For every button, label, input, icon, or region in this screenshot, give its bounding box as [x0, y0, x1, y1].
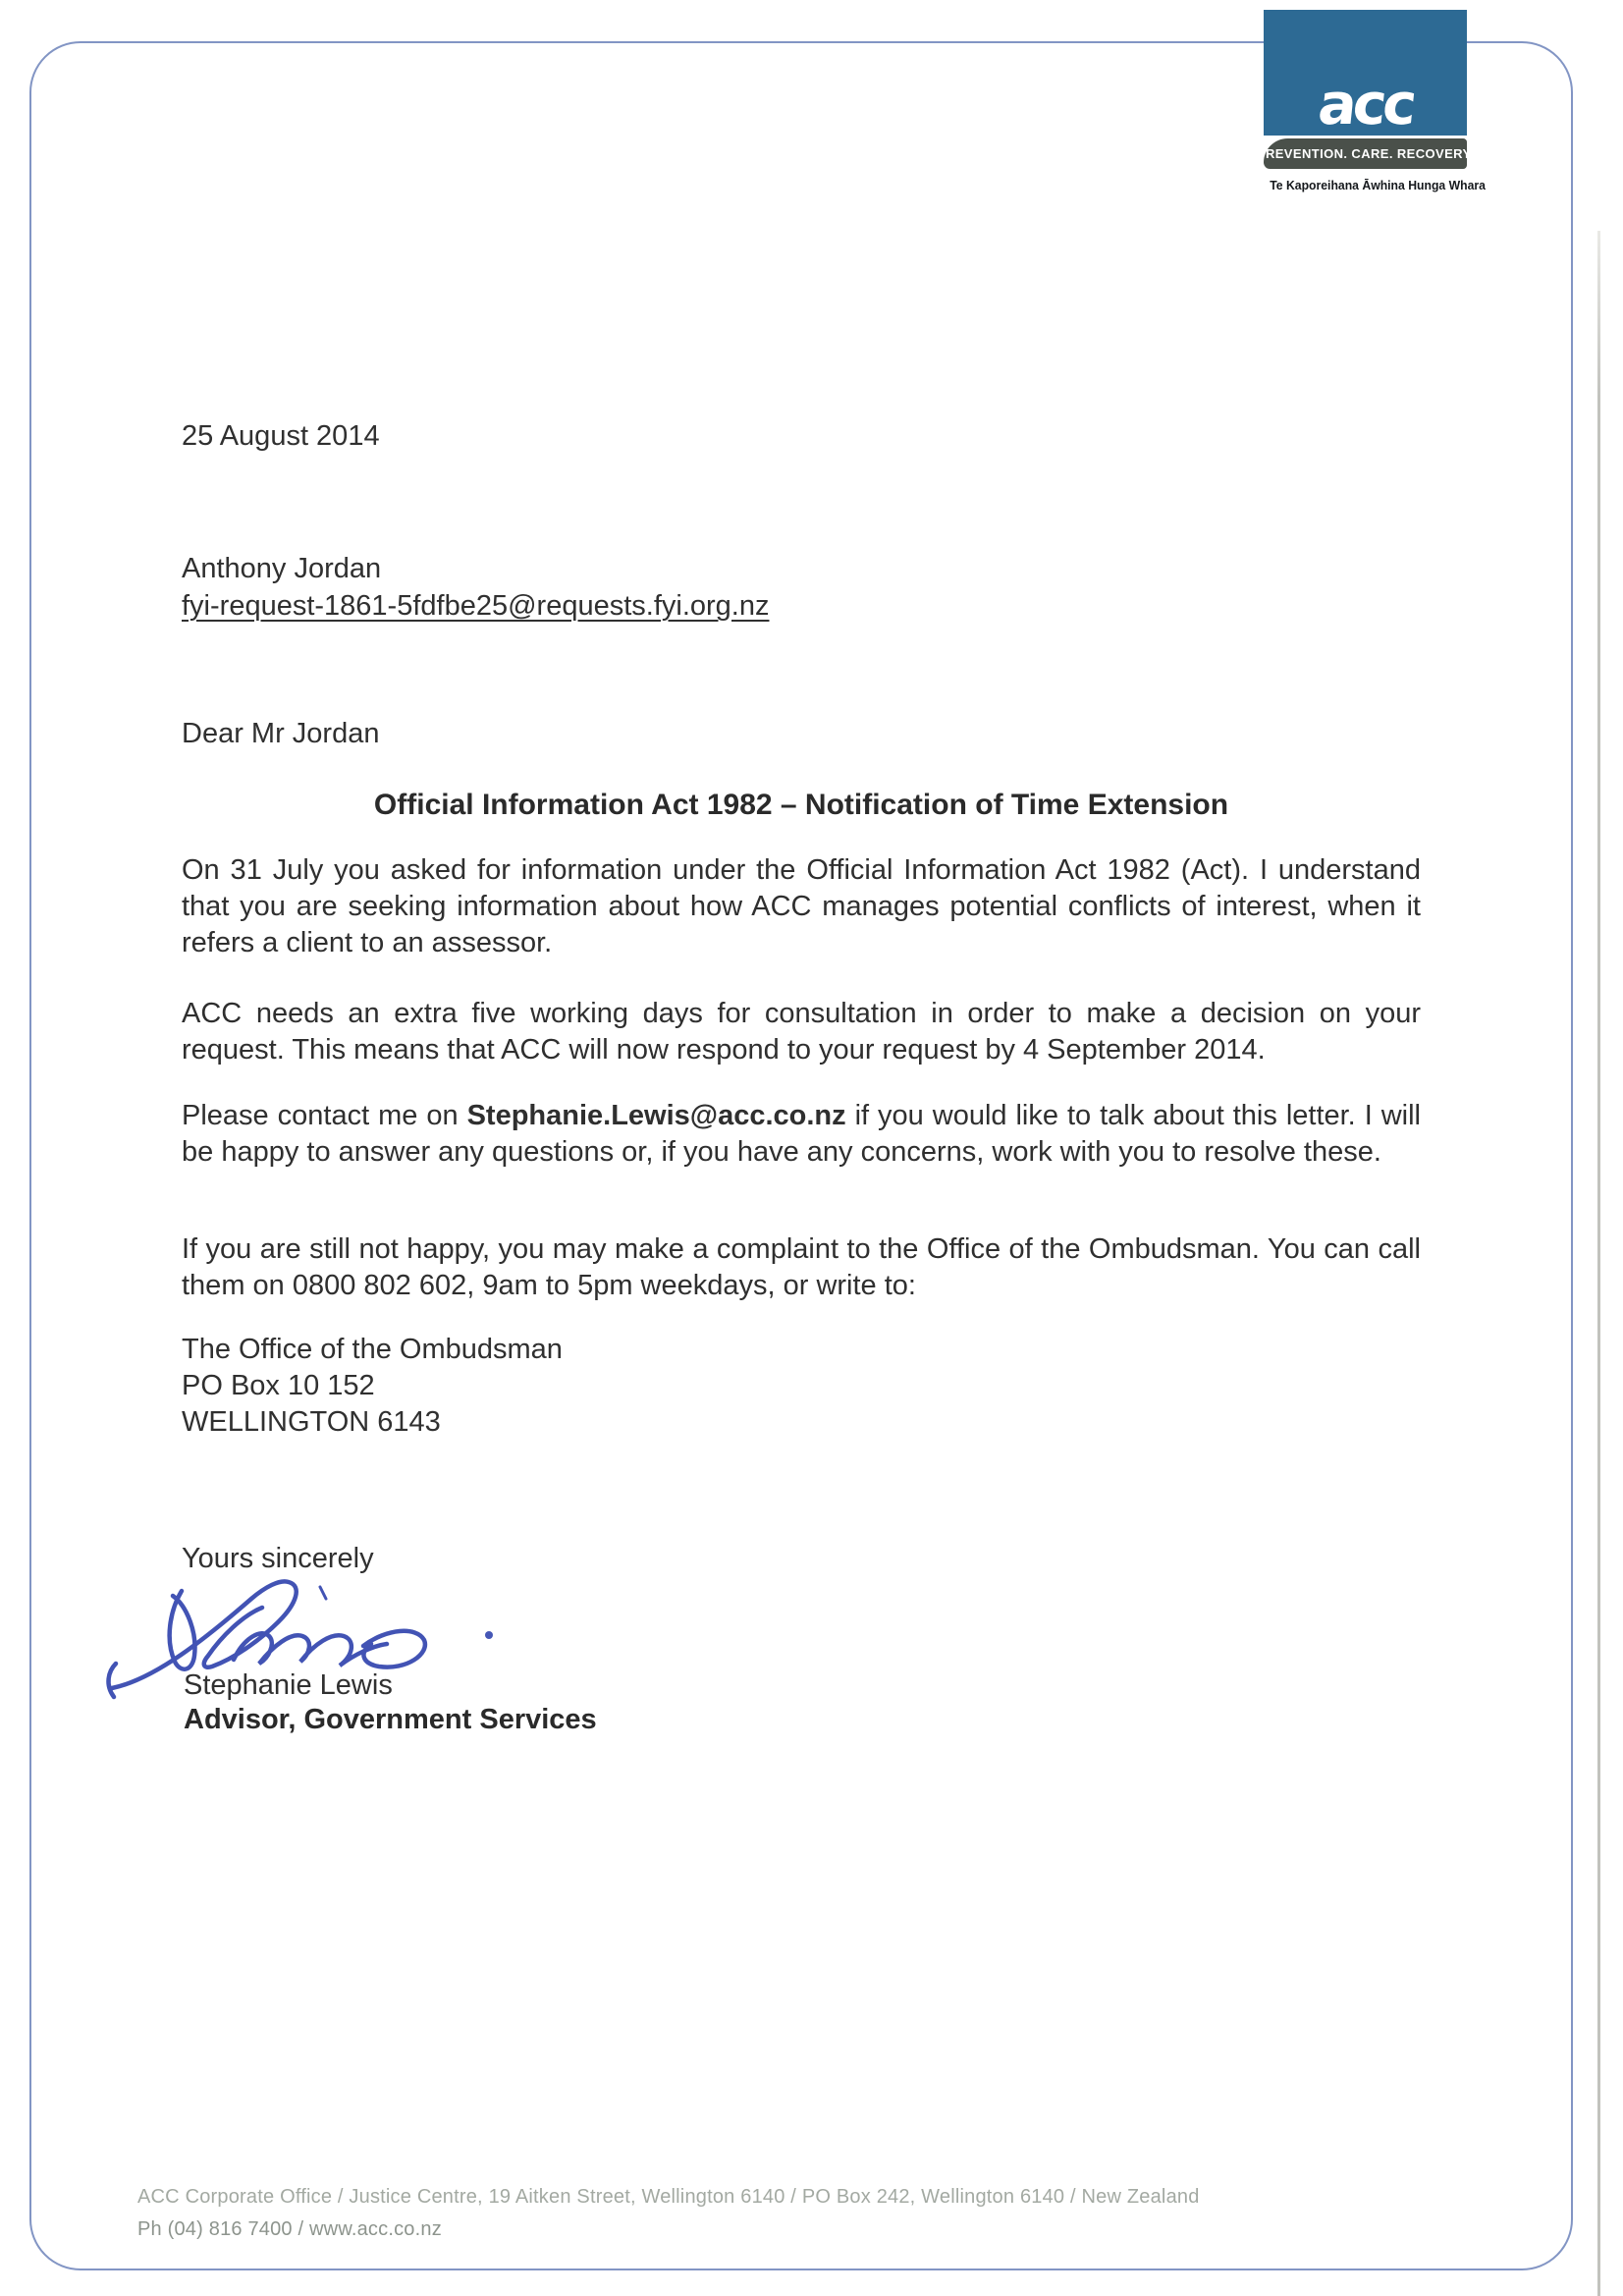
- acc-maori-name: Te Kaporeihana Āwhina Hunga Whara: [1270, 178, 1486, 192]
- recipient-name: Anthony Jordan: [182, 553, 382, 584]
- ombudsman-address: [182, 1332, 563, 1441]
- salutation: Dear Mr Jordan: [182, 718, 380, 749]
- acc-logo-box: [1264, 10, 1467, 136]
- recipient-block: [182, 550, 769, 625]
- acc-logo: [1256, 10, 1486, 192]
- paragraph-3-text: Please contact me on: [182, 1100, 467, 1131]
- letter-date: 25 August 2014: [182, 420, 380, 452]
- closing: Yours sincerely: [182, 1543, 374, 1574]
- footer-phone-web: Ph (04) 816 7400 / www.acc.co.nz: [137, 2218, 442, 2240]
- paragraph-4: If you are still not happy, you may make a complaint to the Office of the Ombudsman. You can call them on 0800 802 602, 9am to 5pm weekdays, or write to:: [182, 1233, 1421, 1301]
- acc-logo-text: acc: [1314, 71, 1417, 137]
- footer-address: ACC Corporate Office / Justice Centre, 19 Aitken Street, Wellington 6140 / PO Box 242, Wellington 6140 / New Zealand: [137, 2186, 1200, 2208]
- paragraph-3-text-after: if you would like to talk about this letter. I will be happy to answer any questions or, if you have any concerns, work with you to resolve these.: [182, 1100, 1421, 1168]
- signature-pen-dot: [485, 1631, 493, 1639]
- signatory-title: Advisor, Government Services: [184, 1704, 597, 1735]
- contact-email: Stephanie.Lewis@acc.co.nz: [466, 1100, 846, 1131]
- scan-edge-artifact: [1597, 231, 1600, 2296]
- paragraph-1: On 31 July you asked for information under the Official Information Act 1982 (Act). I understand that you are seeking information about how ACC manages potential conflicts of interest, when it refers a client to an assessor.: [182, 854, 1421, 958]
- address-line: PO Box 10 152: [182, 1370, 375, 1401]
- acc-tagline-banner: [1256, 138, 1475, 169]
- address-line: WELLINGTON 6143: [182, 1406, 441, 1438]
- address-line: The Office of the Ombudsman: [182, 1334, 563, 1365]
- paragraph-2: ACC needs an extra five working days for consultation in order to make a decision on your request. This means that ACC will now respond to your request by 4 September 2014.: [182, 998, 1421, 1066]
- paragraph-3: [182, 1098, 1421, 1171]
- acc-tagline: PREVENTION. CARE. RECOVERY.: [1256, 146, 1475, 161]
- signatory-name: Stephanie Lewis: [184, 1669, 393, 1701]
- subject-heading: Official Information Act 1982 – Notification of Time Extension: [373, 789, 1229, 821]
- recipient-email: fyi-request-1861-5fdfbe25@requests.fyi.org.nz: [182, 590, 770, 622]
